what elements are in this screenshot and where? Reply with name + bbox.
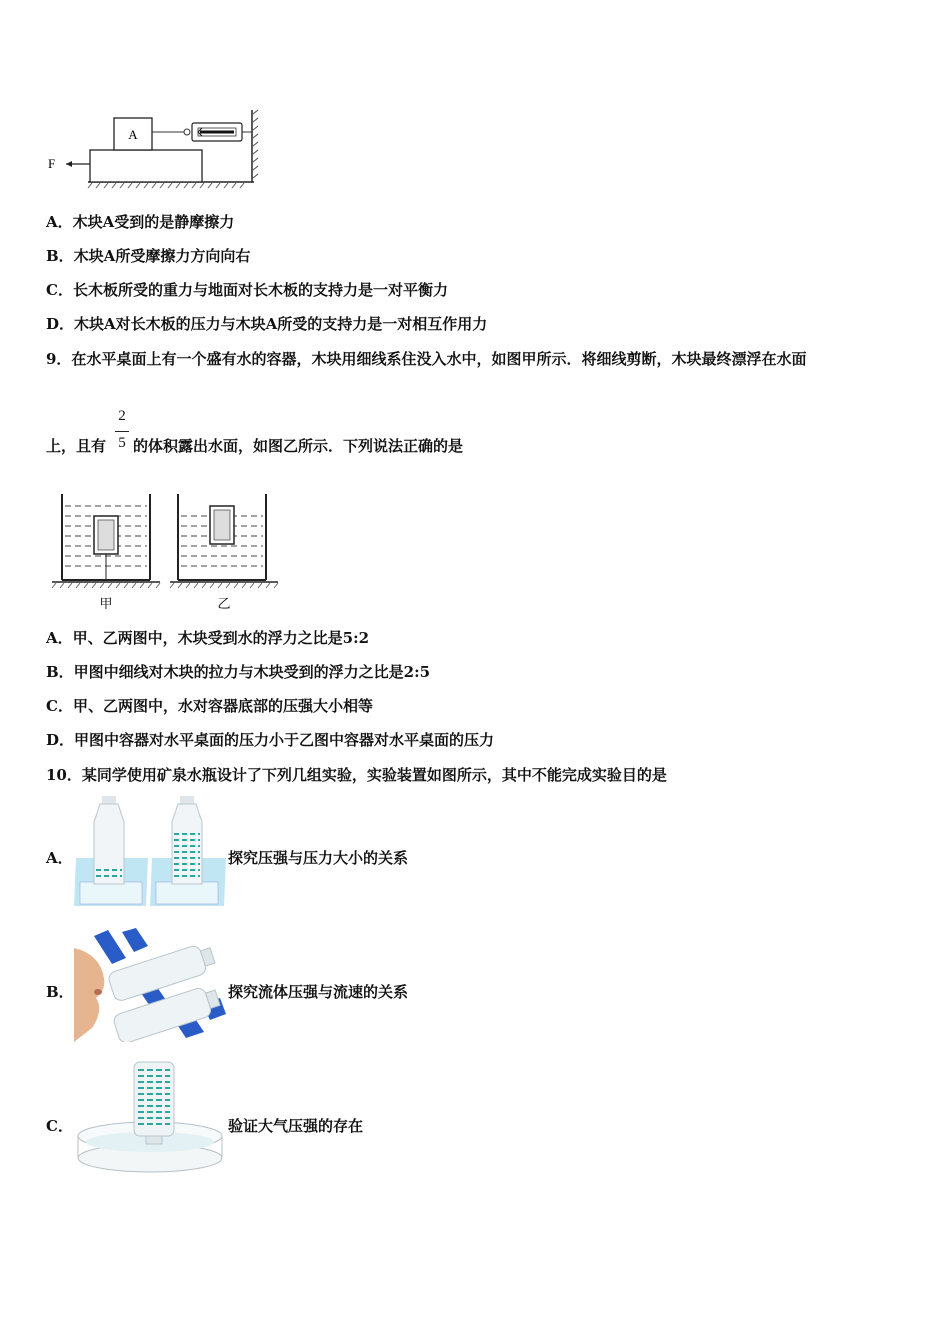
figure-label-yi: 乙 [217,597,231,612]
q10-option-a-label: A． [46,849,73,867]
q9-stem-line1: 9．在水平桌面上有一个盛有水的容器，木块用细线系住没入水中，如图甲所示．将细线剪断，木块最终漂浮在水面 [46,350,807,368]
q9-option-a: A．甲、乙两图中，木块受到水的浮力之比是5:2 [46,629,370,647]
q10-stem: 10．某同学使用矿泉水瓶设计了下列几组实验，实验装置如图所示，其中不能完成实验目的是 [46,766,667,784]
fraction-denominator: 5 [118,435,126,451]
q8-option-c: C．长木板所受的重力与地面对长木板的支持力是一对平衡力 [46,281,448,299]
q9-option-d: D．甲图中容器对水平桌面的压力小于乙图中容器对水平桌面的压力 [46,731,495,749]
q9-option-b: B．甲图中细线对木块的拉力与木块受到的浮力之比是2:5 [46,663,431,681]
force-f-label: F [48,156,56,171]
container-yi [170,494,278,588]
q8-option-a: A．木块A受到的是静摩擦力 [46,213,235,231]
q8-option-d: D．木块A对长木板的压力与木块A所受的支持力是一对相互作用力 [46,315,488,333]
q9-option-c: C．甲、乙两图中，水对容器底部的压强大小相等 [46,697,373,715]
fraction-numerator: 2 [118,408,126,424]
q10-option-c-image [74,1060,228,1176]
container-jia [52,494,160,588]
q10-option-b-label: B． [46,983,74,1001]
q9-stem-line2-prefix: 上，且有 [46,437,107,455]
q8-option-b: B．木块A所受摩擦力方向向右 [46,247,251,265]
q9-stem-line2-suffix: 的体积露出水面，如图乙所示．下列说法正确的是 [133,437,464,455]
q10-option-b-text: 探究流体压强与流速的关系 [228,983,409,1001]
q10-option-c-text: 验证大气压强的存在 [228,1117,364,1135]
q10-option-a-text: 探究压强与压力大小的关系 [228,849,409,867]
block-a-label: A [128,127,138,142]
long-board [90,150,202,182]
q8-friction-diagram [44,106,264,190]
fraction-bar [115,431,129,432]
q10-option-b-image [74,928,226,1042]
q10-option-c-label: C． [46,1117,73,1135]
q10-option-a-image [74,794,228,910]
figure-label-jia: 甲 [99,597,113,612]
q9-containers-diagram [50,492,284,614]
